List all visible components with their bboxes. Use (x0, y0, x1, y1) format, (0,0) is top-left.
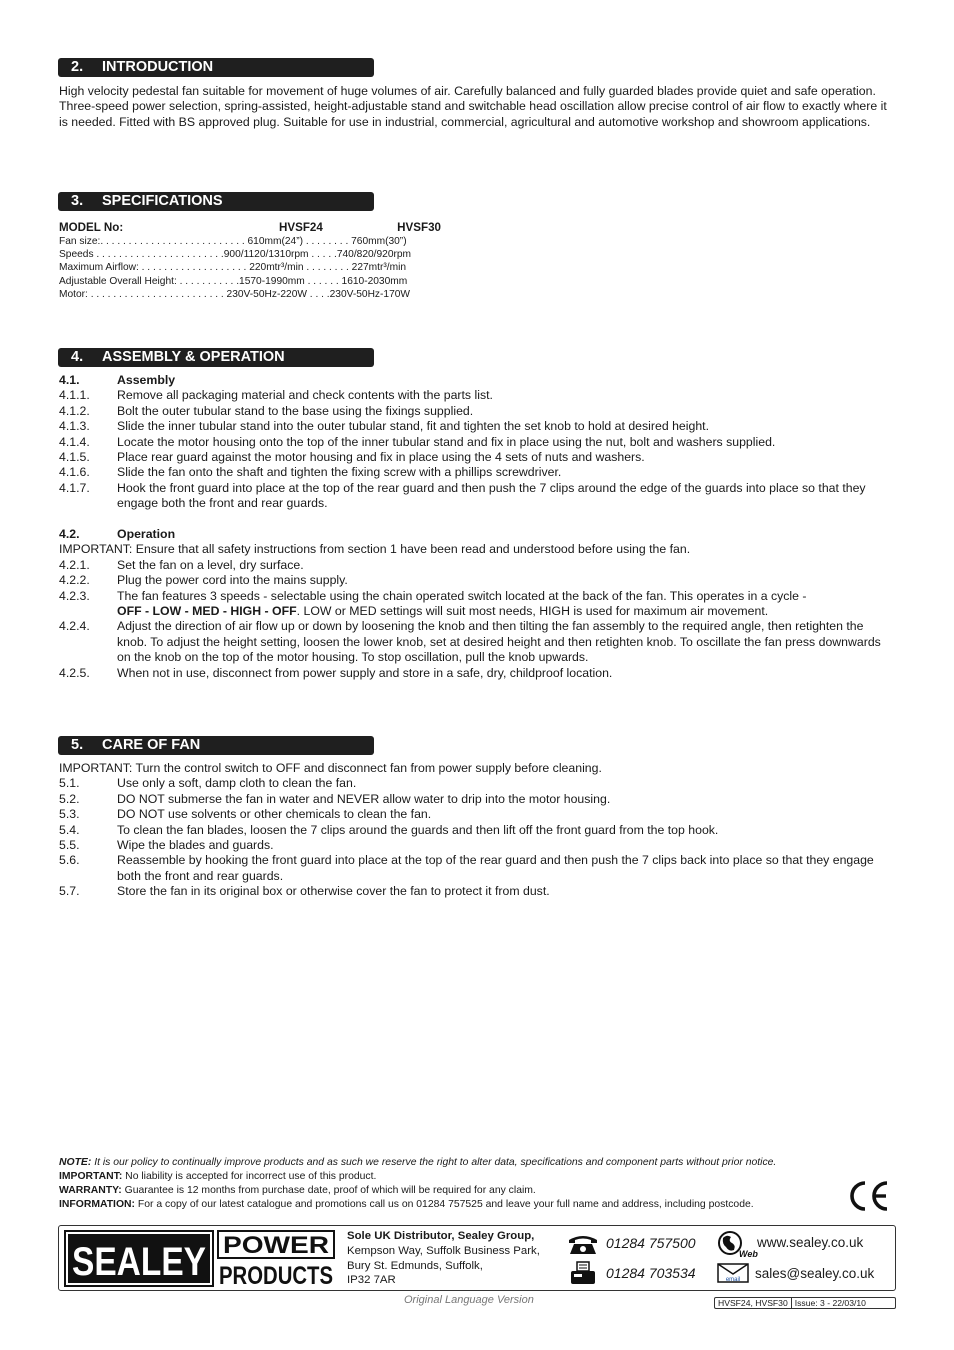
item-text: Set the fan on a level, dry surface. (117, 557, 304, 572)
item-text: To clean the fan blades, loosen the 7 clips around the guards and then lift off the front guard from the top hook. (117, 822, 719, 837)
list-item (59, 465, 891, 480)
note-policy (59, 1156, 899, 1170)
list-item (59, 558, 891, 573)
list-item (59, 838, 891, 853)
sealey-logo (64, 1230, 214, 1287)
item-number: 5.2. (59, 791, 80, 806)
spec-row-height: Adjustable Overall Height: . . . . . . . . . . .1570-1990mm . . . . . . 1610-2030mm (59, 275, 408, 287)
address-line-1: Kempson Way, Suffolk Business Park, (347, 1244, 540, 1257)
subsection-title: Operation (117, 527, 176, 542)
speed-cycle-note: . LOW or MED settings will suit most needs, HIGH is used for maximum air movement. (296, 604, 769, 619)
list-item (59, 450, 891, 465)
spec-row-max-airflow: Maximum Airflow: . . . . . . . . . . . . . . . . . . . 220mtr³/min . . . . . . . . 227mtr³/min (59, 262, 407, 274)
item-number: 5.3. (59, 807, 80, 822)
section-number: 4. (71, 349, 84, 365)
list-item (59, 792, 891, 807)
item-number: 5.4. (59, 822, 80, 837)
spec-model-hvsf24: HVSF24 (279, 221, 323, 234)
item-text: Use only a soft, damp cloth to clean the fan. (117, 776, 357, 791)
item-number: 4.2.4. (59, 619, 90, 634)
section-header-introduction (58, 58, 374, 77)
section-header-specifications (58, 192, 374, 211)
section-title: CARE OF FAN (102, 737, 201, 753)
section-title: ASSEMBLY & OPERATION (102, 349, 285, 365)
item-text: DO NOT submerse the fan in water and NEVER allow water to drip into the motor housing. (117, 791, 611, 806)
email-link[interactable]: sales@sealey.co.uk (755, 1266, 875, 1281)
note-text: It is our policy to continually improve products and as such we reserve the right to alter data, specifications and component parts without prior notice. (91, 1157, 777, 1168)
item-text: Hook the front guard into place at the top of the rear guard and then push the 7 clips around the edge of the guards into place so that they engage both the front and rear guards. (117, 480, 866, 511)
products-logo-text: PRODUCTS (219, 1262, 333, 1290)
item-text: Place rear guard against the motor housing and fix in place using the 4 sets of nuts and washers. (117, 450, 645, 465)
section-number: 5. (71, 737, 84, 753)
issue-box (714, 1297, 896, 1309)
item-number: 5.6. (59, 853, 80, 868)
assembly-operation-list (59, 373, 891, 681)
section-header-assembly-operation (58, 348, 374, 367)
power-logo-text: POWER (223, 1232, 329, 1259)
fax-number: 01284 703534 (606, 1265, 696, 1281)
section-number: 3. (71, 193, 84, 209)
spec-row-motor: Motor: . . . . . . . . . . . . . . . . . . . . . . . . 230V-50Hz-220W . . . .230V-50Hz-170W (59, 288, 411, 300)
item-text: Wipe the blades and guards. (117, 838, 274, 853)
distributor-name: Sole UK Distributor, Sealey Group, (347, 1230, 535, 1242)
note-label: NOTE: (59, 1157, 92, 1168)
sealey-logo-text: SEALEY (72, 1240, 207, 1284)
spec-header-row (59, 220, 444, 235)
item-number: 4.1.1. (59, 388, 90, 403)
section-title: SPECIFICATIONS (102, 193, 223, 209)
item-number: 4.1.4. (59, 434, 90, 449)
item-text: Adjust the direction of air flow up or down by loosening the knob and then tilting the fan assembly to the required angle, then retighten the knob. To adjust the height setting, loosen the lower knob, set at desired height and then retighten knob. To oscillate the fan press downwards on the knob on the top of the motor housing. To stop oscillation, pull the knob upwards. (117, 619, 881, 665)
original-language-note: Original Language Version (404, 1294, 534, 1306)
phone-number: 01284 757500 (606, 1235, 696, 1251)
item-number: 4.1.7. (59, 480, 90, 495)
subsection-number: 4.2. (59, 527, 80, 542)
information-label: INFORMATION: (59, 1199, 135, 1210)
important-text: No liability is accepted for incorrect use of this product. (122, 1171, 377, 1182)
list-item (59, 776, 891, 791)
list-item (59, 388, 891, 403)
item-number: 4.1.5. (59, 450, 90, 465)
item-text: Slide the inner tubular stand into the outer tubular stand, fit and tighten the set knob to hold at desired height. (117, 419, 710, 434)
item-number: 4.2.2. (59, 573, 90, 588)
spec-model-label: MODEL No: (59, 221, 124, 234)
item-text: Reassemble by hooking the front guard into place at the top of the rear guard and then push the 7 clips back into place so that they engage both the front and rear guards. (117, 853, 874, 883)
important-label: IMPORTANT: (59, 1171, 123, 1182)
address-line-3: IP32 7AR (347, 1274, 396, 1287)
note-warranty (59, 1184, 899, 1198)
spec-row-fan-size: Fan size:. . . . . . . . . . . . . . . . . . . . . . . . . . 610mm(24”) . . . . . . . . 760mm(30”) (59, 236, 407, 247)
item-text: Slide the fan onto the shaft and tighten the fixing screw with a phillips screwdriver. (117, 465, 562, 480)
operation-important-note: IMPORTANT: Ensure that all safety instructions from section 1 have been read and understood before using the fan. (59, 542, 691, 557)
address-line-2: Bury St. Edmunds, Suffolk, (347, 1259, 483, 1272)
email-envelope-icon (717, 1263, 749, 1283)
specifications-table (59, 220, 444, 301)
list-item (59, 589, 891, 620)
item-text: Locate the motor housing onto the top of the inner tubular stand and fix in place using the nut, bolt and washers supplied. (117, 434, 776, 449)
email-icon-label: email (725, 1277, 741, 1283)
list-item (59, 435, 891, 450)
list-item (59, 853, 891, 884)
item-text: Plug the power cord into the mains supply. (117, 573, 348, 588)
list-item (59, 807, 891, 822)
fax-icon (569, 1261, 597, 1285)
information-text: For a copy of our latest catalogue and promotions call us on 01284 757525 and leave your full name and address, including postcode. (135, 1199, 754, 1210)
introduction-text: High velocity pedestal fan suitable for movement of huge volumes of air. Carefully balanced and fully guarded blades provide quiet and safe operation. Three-speed power selection, spring-assisted, height-adjustable stand and switchable head oscillation allow precise control of air flow to exactly where it is needed. Fitted with BS approved plug. Suitable for use in industrial, commercial, agricultural and automotive workshop and showroom applications. (59, 84, 887, 129)
issue-date: Issue: 3 - 22/03/10 (791, 1298, 869, 1308)
subsection-operation (59, 527, 891, 542)
item-number: 4.2.1. (59, 557, 90, 572)
warranty-label: WARRANTY: (59, 1185, 122, 1196)
subsection-title: Assembly (117, 373, 176, 387)
item-number: 5.1. (59, 776, 80, 791)
list-item (59, 619, 891, 665)
speed-cycle: OFF - LOW - MED - HIGH - OFF (117, 604, 297, 619)
subsection-number: 4.1. (59, 373, 80, 387)
list-item (59, 666, 891, 681)
item-text: Bolt the outer tubular stand to the base using the fixings supplied. (117, 403, 474, 418)
phone-icon (567, 1232, 599, 1256)
item-number: 4.2.5. (59, 665, 90, 680)
section-number: 2. (71, 59, 84, 75)
section-title: INTRODUCTION (102, 59, 214, 75)
item-number: 4.1.6. (59, 465, 90, 480)
item-number: 5.7. (59, 884, 80, 899)
item-text: Store the fan in its original box or otherwise cover the fan to protect it from dust. (117, 884, 550, 899)
item-number: 4.2.3. (59, 588, 90, 603)
list-item (59, 419, 891, 434)
power-products-logo (217, 1230, 335, 1290)
care-list (59, 761, 891, 900)
section-header-care-of-fan (58, 736, 374, 755)
note-information (59, 1198, 899, 1212)
item-number: 4.1.3. (59, 419, 90, 434)
distributor-address (347, 1229, 562, 1288)
item-text-main: The fan features 3 speeds - selectable using the chain operated switch located at the back of the fan. This operates in a cycle - (117, 588, 807, 603)
item-text: Remove all packaging material and check contents with the parts list. (117, 388, 493, 403)
item-text: When not in use, disconnect from power supply and store in a safe, dry, childproof location. (117, 665, 613, 680)
warranty-text: Guarantee is 12 months from purchase date, proof of which will be required for any claim. (121, 1185, 536, 1196)
list-item (59, 573, 891, 588)
web-icon-label: Web (739, 1249, 758, 1259)
web-globe-icon (717, 1230, 758, 1259)
list-item (59, 404, 891, 419)
item-number: 4.1.2. (59, 403, 90, 418)
list-item (59, 481, 891, 512)
ce-mark-icon (846, 1179, 890, 1213)
website-link[interactable]: www.sealey.co.uk (757, 1235, 864, 1250)
item-number: 5.5. (59, 838, 80, 853)
item-text (117, 589, 891, 620)
note-important (59, 1170, 899, 1184)
spec-row-speeds: Speeds . . . . . . . . . . . . . . . . . . . . . . .900/1120/1310rpm . . . . .740/820/920rpm (59, 249, 412, 261)
item-text: DO NOT use solvents or other chemicals to clean the fan. (117, 807, 432, 822)
footer-notes (59, 1156, 899, 1212)
model-numbers: HVSF24, HVSF30 (718, 1298, 788, 1308)
spec-model-hvsf30: HVSF30 (397, 221, 441, 234)
subsection-assembly (59, 373, 891, 388)
list-item (59, 823, 891, 838)
list-item (59, 884, 891, 899)
care-important-note: IMPORTANT: Turn the control switch to OFF and disconnect fan from power supply before cleaning. (59, 761, 602, 775)
